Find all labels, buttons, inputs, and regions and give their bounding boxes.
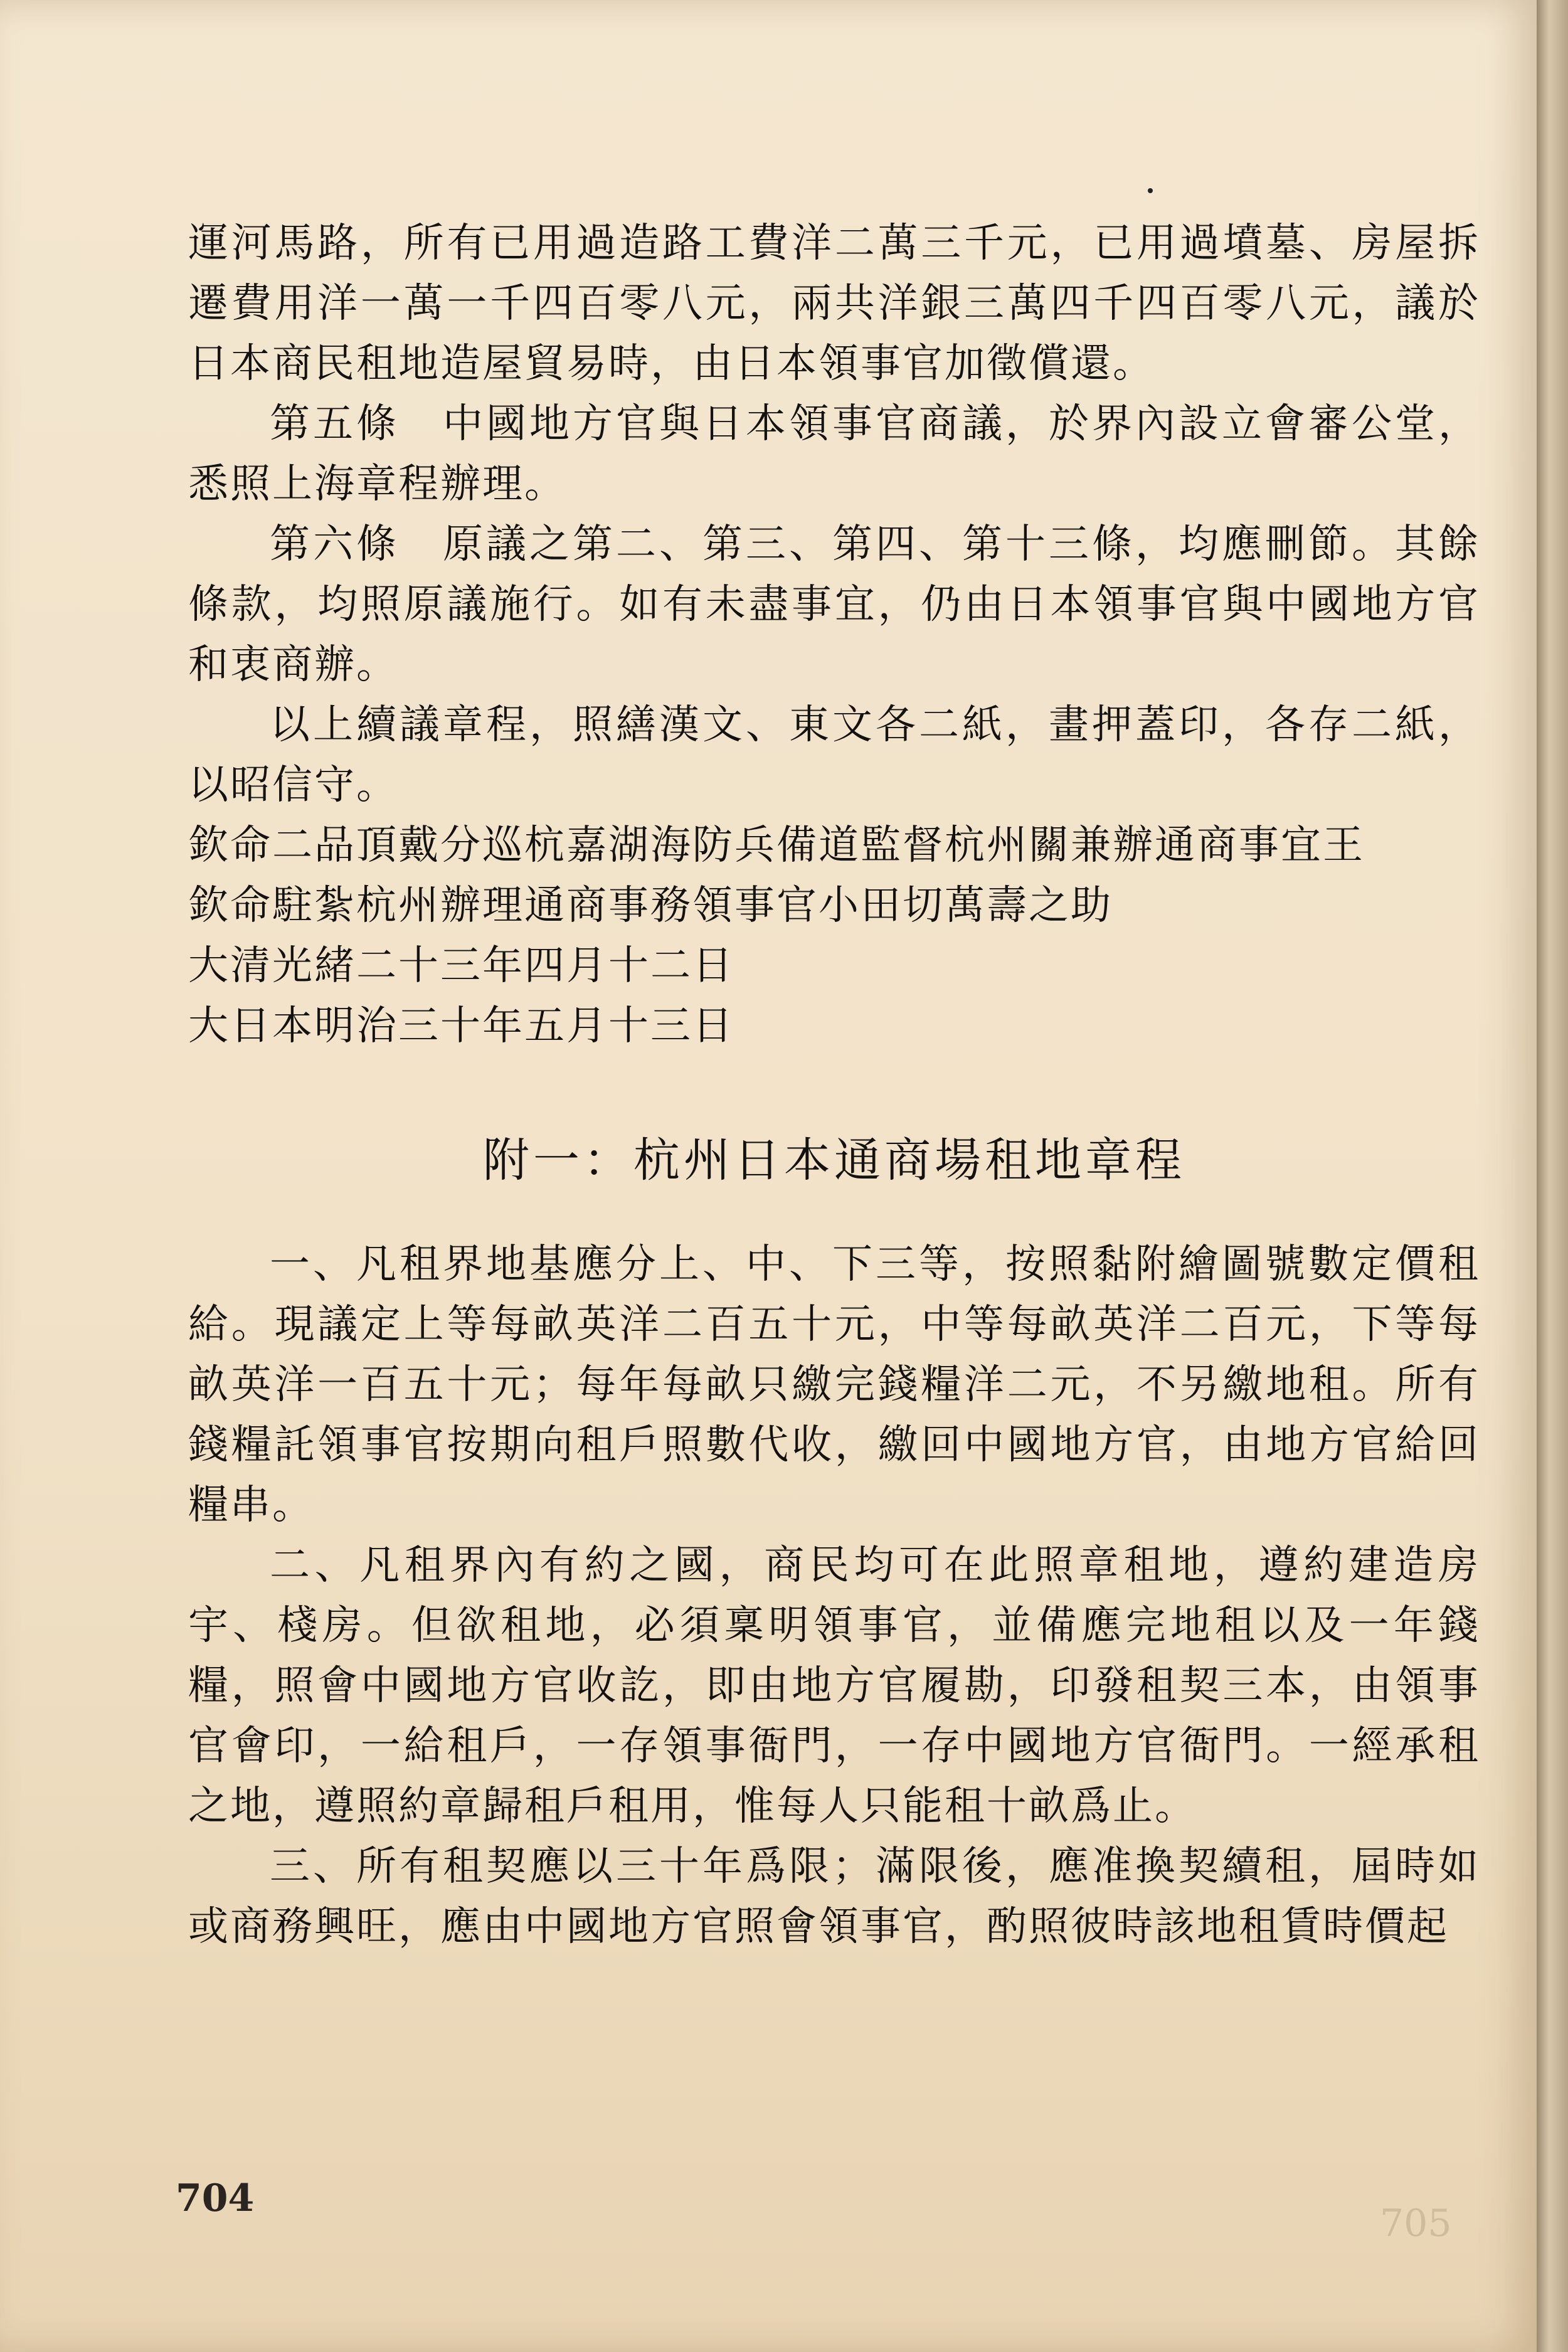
paragraph-article-6: 第六條 原議之第二、第三、第四、第十三條，均應刪節。其餘條款，均照原議施行。如有未盡事宜，仍由日本領事官與中國地方官和衷商辦。 [188, 521, 1480, 688]
appendix-title: 附一：杭州日本通商場租地章程 [483, 1133, 1185, 1187]
paragraph-article-5: 第五條 中國地方官與日本領事官商議，於界內設立會審公堂，悉照上海章程辦理。 [188, 401, 1480, 507]
date-line: 大日本明治三十年五月十三日 [188, 1003, 734, 1049]
appendix-item-2: 二、凡租界內有約之國，商民均可在此照章租地，遵約建造房宇、棧房。但欲租地，必須稟明領事官，並備應完地租以及一年錢糧，照會中國地方官收訖，即由地方官履勘，印發租契三本，由領事官會印，一給租戶，一存領事衙門，一存中國地方官衙門。一經承租之地，遵照約章歸租戶租用，惟每人只能租十畝爲止。 [188, 1542, 1480, 1830]
appendix-item-1: 一、凡租界地基應分上、中、下三等，按照黏附繪圖號數定價租給。現議定上等每畝英洋二百五十元，中等每畝英洋二百元，下等每畝英洋一百五十元；每年每畝只繳完錢糧洋二元，不另繳地租。所有錢糧託領事官按期向租戶照數代收，繳回中國地方官，由地方官給回糧串。 [188, 1241, 1480, 1528]
date-line: 大清光緒二十三年四月十二日 [188, 943, 734, 989]
ink-speck [1148, 188, 1153, 193]
paragraph-1: 運河馬路，所有已用過造路工費洋二萬三千元，已用過墳墓、房屋拆遷費用洋一萬一千四百零八元，兩共洋銀三萬四千四百零八元，議於日本商民租地造屋貿易時，由日本領事官加徵償還。 [188, 220, 1480, 387]
appendix-item-3: 三、所有租契應以三十年爲限；滿限後，應准換契續租，屆時如或商務興旺，應由中國地方官照會領事官，酌照彼時該地租賃時價起 [188, 1843, 1480, 1950]
page-text [188, 213, 1480, 1957]
page-edge [1537, 0, 1568, 2352]
page-number: 704 [176, 2176, 255, 2220]
signature-line: 欽命二品頂戴分巡杭嘉湖海防兵備道監督杭州關兼辦通商事宜王 [188, 822, 1365, 869]
signature-line: 欽命駐紮杭州辦理通商事務領事官小田切萬壽之助 [188, 882, 1113, 929]
paragraph-closing: 以上續議章程，照繕漢文、東文各二紙，畫押蓋印，各存二紙，以昭信守。 [188, 702, 1480, 808]
signature-block [188, 815, 1480, 1056]
facing-page-number: 705 [1380, 2201, 1452, 2245]
